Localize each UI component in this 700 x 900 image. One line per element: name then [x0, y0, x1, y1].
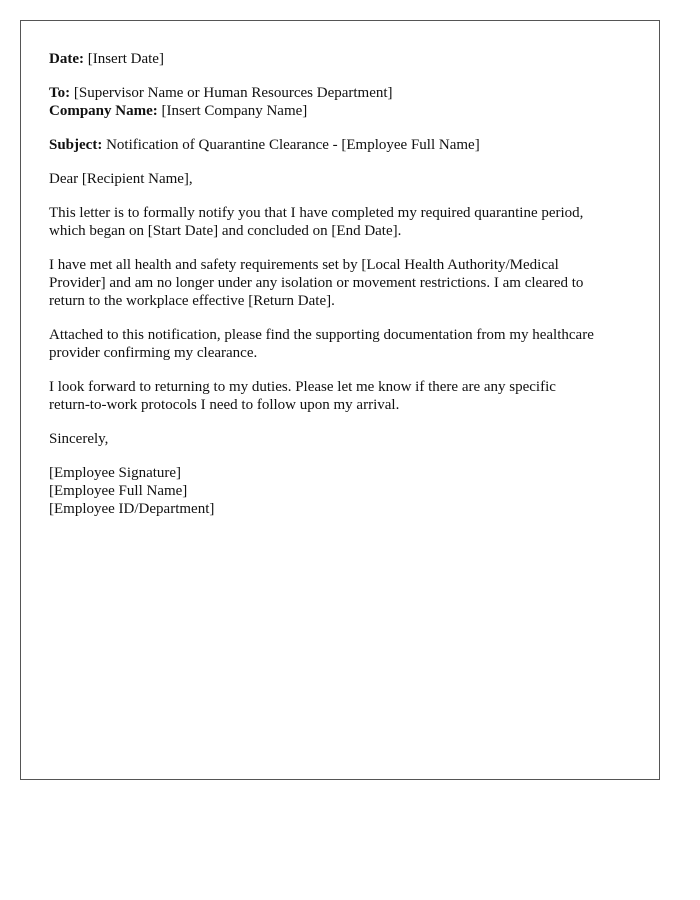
signature-block: [49, 464, 631, 518]
employee-full-name: [Employee Full Name]: [49, 483, 188, 499]
date-value: [Insert Date]: [87, 51, 164, 67]
letter-page: [20, 20, 660, 780]
date-label: Date:: [49, 51, 84, 67]
paragraph-line: This letter is to formally notify you that I have completed my required quarantine period,: [49, 205, 584, 221]
paragraph-line: return-to-work protocols I need to follow upon my arrival.: [49, 397, 400, 413]
paragraph-return-protocols: [49, 378, 631, 414]
to-line: [49, 84, 631, 102]
paragraph-health-requirements: [49, 256, 631, 310]
to-label: To:: [49, 85, 71, 101]
paragraph-quarantine-period: [49, 204, 631, 240]
employee-id-department: [Employee ID/Department]: [49, 501, 215, 517]
paragraph-line: return to the workplace effective [Return Date].: [49, 293, 335, 309]
paragraph-line: Attached to this notification, please find the supporting documentation from my healthcare: [49, 327, 594, 343]
to-value: [Supervisor Name or Human Resources Department]: [73, 85, 393, 101]
subject-value: Notification of Quarantine Clearance - [Employee Full Name]: [106, 137, 480, 153]
subject-line: [49, 136, 631, 154]
date-line: [49, 50, 631, 68]
company-label: Company Name:: [49, 103, 158, 119]
employee-signature: [Employee Signature]: [49, 465, 182, 481]
closing: Sincerely,: [49, 431, 109, 447]
paragraph-line: Provider] and am no longer under any isolation or movement restrictions. I am cleared to: [49, 275, 584, 291]
paragraph-line: provider confirming my clearance.: [49, 345, 258, 361]
recipient-block: [49, 84, 631, 120]
paragraph-documentation: [49, 326, 631, 362]
paragraph-line: which began on [Start Date] and concluded on [End Date].: [49, 223, 402, 239]
company-value: [Insert Company Name]: [161, 103, 308, 119]
company-line: [49, 102, 631, 120]
salutation: Dear [Recipient Name],: [49, 171, 193, 187]
paragraph-line: I have met all health and safety requirements set by [Local Health Authority/Medical: [49, 257, 559, 273]
paragraph-line: I look forward to returning to my duties. Please let me know if there are any specific: [49, 379, 556, 395]
subject-label: Subject:: [49, 137, 103, 153]
